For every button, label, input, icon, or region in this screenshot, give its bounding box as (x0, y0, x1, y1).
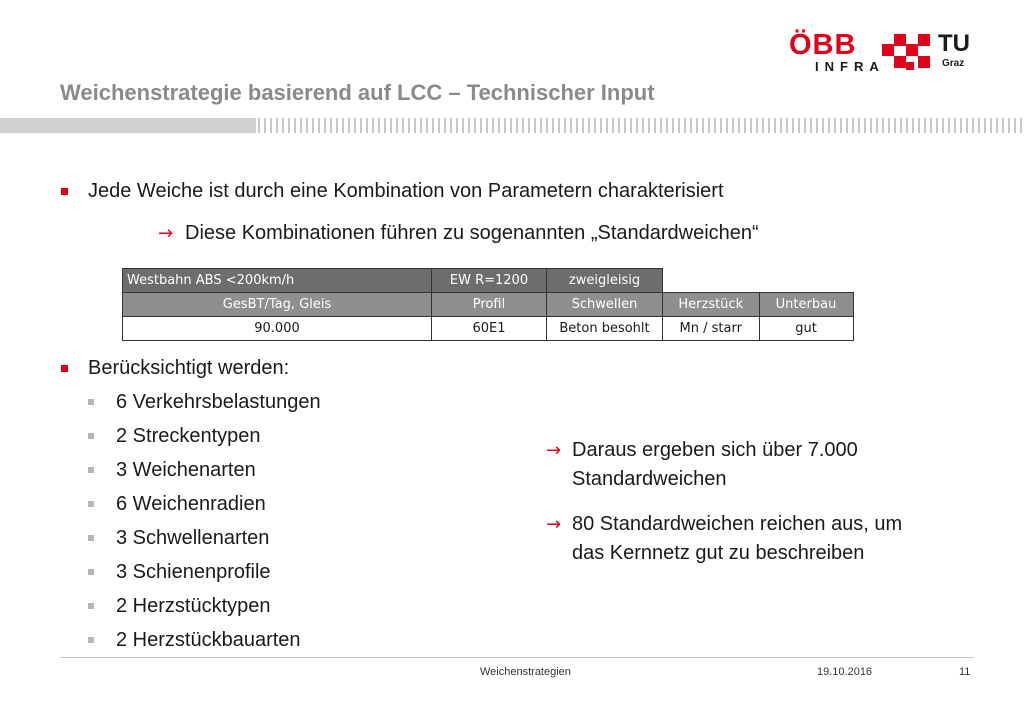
arrow-right-icon: → (546, 514, 562, 535)
table-cell: Beton besohlt (547, 317, 663, 341)
result-text: Daraus ergeben sich über 7.000 (572, 439, 858, 461)
table-cell: 90.000 (123, 317, 432, 341)
table-cell: 60E1 (432, 317, 547, 341)
list-item: 3 Weichenarten (116, 459, 256, 481)
tu-logo-text: TU (938, 30, 970, 57)
result-text: Standardweichen (572, 468, 727, 490)
bullet-square-icon (61, 188, 68, 195)
arrow-right-icon: → (158, 223, 174, 244)
bullet-text: Berücksichtigt werden: (88, 357, 290, 379)
bullet-text: Jede Weiche ist durch eine Kombination von Parametern charakterisiert (88, 180, 724, 202)
footer-divider (60, 657, 974, 658)
table-cell: gut (759, 317, 853, 341)
sub-bullet-icon (88, 467, 94, 473)
sub-bullet-icon (88, 399, 94, 405)
tu-graz-logo (882, 30, 976, 72)
oebb-logo-text: ÖBB (789, 29, 857, 61)
table-cell: GesBT/Tag, Gleis (123, 293, 432, 317)
footer-page-number: 11 (959, 666, 971, 678)
list-item: 6 Verkehrsbelastungen (116, 391, 321, 413)
table-cell: Herzstück (663, 293, 760, 317)
standard-switch-table (122, 268, 854, 341)
footer-date: 19.10.2016 (817, 666, 873, 678)
list-item: 2 Herzstücktypen (116, 595, 271, 617)
list-item: 2 Herzstückbauarten (116, 629, 301, 651)
table-row (123, 317, 854, 341)
table-cell: zweigleisig (547, 269, 663, 293)
arrow-right-icon: → (546, 440, 562, 461)
table-cell: Schwellen (547, 293, 663, 317)
sub-bullet-icon (88, 603, 94, 609)
arrow-text: Diese Kombinationen führen zu sogenannten „Standardweichen“ (185, 222, 759, 244)
table-cell: Unterbau (759, 293, 853, 317)
table-cell: EW R=1200 (432, 269, 547, 293)
sub-bullet-icon (88, 501, 94, 507)
list-item: 3 Schienenprofile (116, 561, 271, 583)
sub-bullet-icon (88, 569, 94, 575)
header-bar-stripes (258, 118, 1024, 133)
infra-logo-text: INFRA (815, 59, 885, 74)
table-cell: Profil (432, 293, 547, 317)
sub-bullet-icon (88, 535, 94, 541)
page-title: Weichenstrategie basierend auf LCC – Technischer Input (60, 80, 655, 105)
graz-logo-text: Graz (942, 58, 965, 69)
table-cell: Mn / starr (663, 317, 760, 341)
result-text: 80 Standardweichen reichen aus, um (572, 513, 903, 535)
list-item: 2 Streckentypen (116, 425, 261, 447)
bullet-square-icon (61, 365, 68, 372)
table-row (123, 269, 854, 293)
footer-topic: Weichenstrategien (480, 666, 571, 678)
list-item: 3 Schwellenarten (116, 527, 270, 549)
result-text: das Kernnetz gut zu beschreiben (572, 542, 865, 564)
sub-bullet-icon (88, 433, 94, 439)
oebb-infra-logo (789, 30, 885, 74)
list-item: 6 Weichenradien (116, 493, 266, 515)
sub-bullet-icon (88, 637, 94, 643)
table-cell: Westbahn ABS <200km/h (123, 269, 432, 293)
table-row (123, 293, 854, 317)
